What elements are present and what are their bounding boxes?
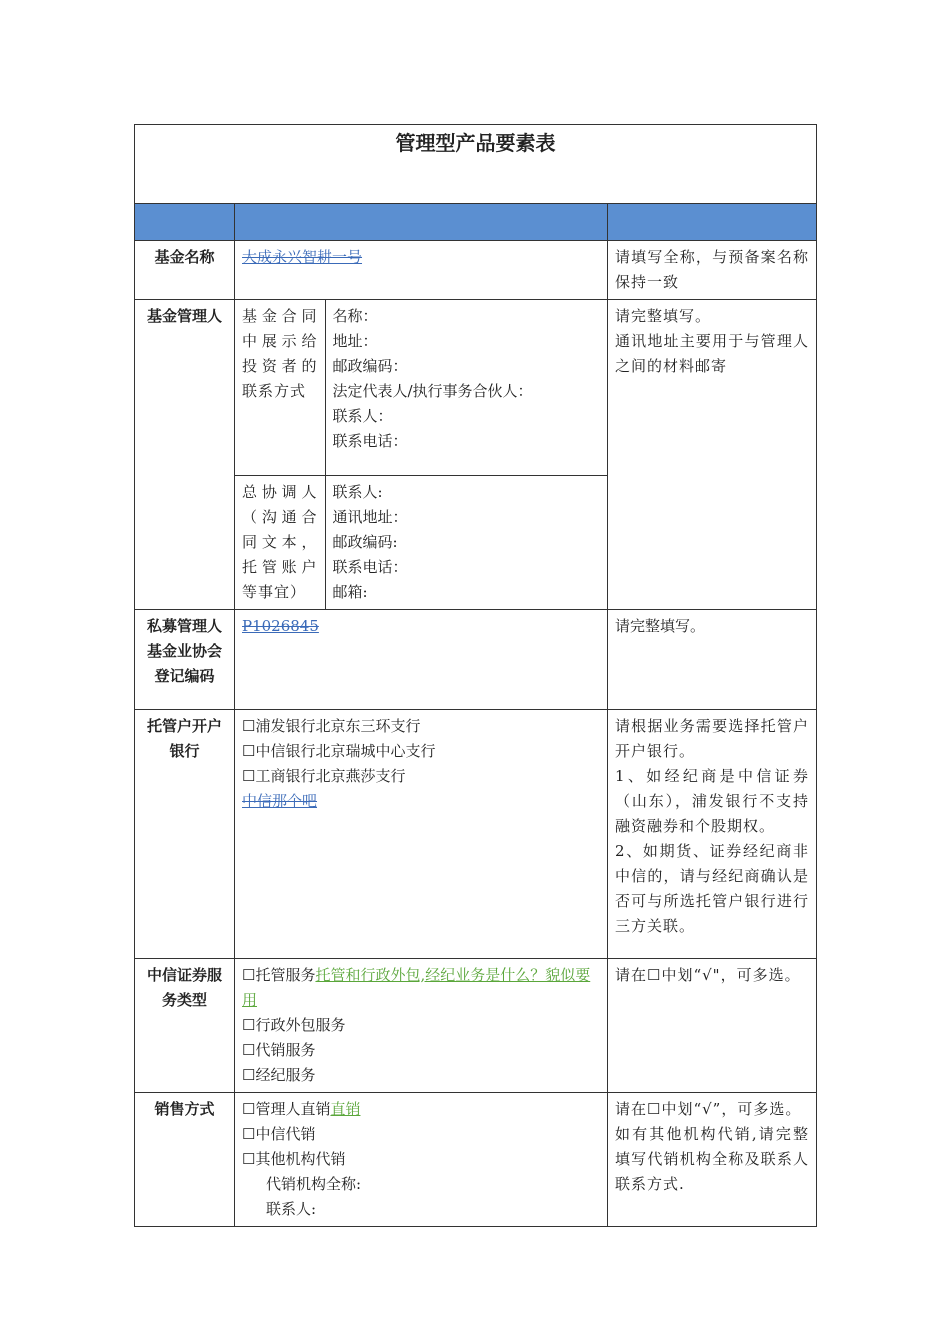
header-cell — [135, 204, 235, 241]
checkbox-option[interactable]: ☐浦发银行北京东三环支行 — [242, 716, 421, 735]
field-line[interactable]: 通讯地址： — [332, 507, 408, 526]
field-line[interactable]: 邮箱: — [332, 582, 368, 601]
coordinator-fields[interactable] — [325, 475, 607, 609]
note-line: 请根据业务需要选择托管户开户银行。 — [615, 716, 810, 760]
checkbox-option[interactable]: ☐工商银行北京燕莎支行 — [242, 766, 406, 785]
note-cell: 请完整填写。 — [608, 609, 817, 709]
note-cell: 请填写全称，与预备案名称保持一致 — [608, 241, 817, 300]
contact-fields[interactable] — [325, 300, 607, 475]
row-registration — [135, 609, 817, 709]
field-line[interactable]: 名称： — [332, 307, 378, 325]
row-label: 中信证券服务类型 — [135, 958, 235, 1092]
note-line: 通讯地址主要用于与管理人之间的材料邮寄 — [615, 332, 810, 375]
row-sales-method — [135, 1092, 817, 1226]
checkbox-option[interactable]: ☐行政外包服务 — [242, 1015, 346, 1034]
header-band — [135, 204, 817, 241]
row-label: 私募管理人基金业协会登记编码 — [135, 609, 235, 709]
coordinator-label: 总协调人（沟通合同文本，托管账户等事宜） — [235, 475, 325, 609]
field-line[interactable]: 联系人: — [332, 482, 383, 501]
checkbox-option[interactable]: ☐其他机构代销 — [242, 1149, 346, 1168]
field-line[interactable]: 联系人： — [332, 407, 393, 425]
row-label: 基金名称 — [135, 241, 235, 300]
checkbox-option[interactable]: ☐代销服务 — [242, 1040, 316, 1059]
table-title: 管理型产品要素表 — [135, 125, 817, 204]
field-line[interactable]: 联系电话： — [332, 557, 408, 576]
field-line[interactable]: 联系人: — [266, 1199, 317, 1218]
row-manager — [135, 300, 817, 610]
note-line: 如有其他机构代销,请完整填写代销机构全称及联系人联系方式. — [615, 1124, 810, 1193]
manager-inner-table — [235, 300, 607, 609]
note-line: 1、如经纪商是中信证券（山东），浦发银行不支持融资融券和个股期权。 — [615, 766, 810, 835]
header-cell — [235, 204, 608, 241]
checkbox-option[interactable]: ☐中信银行北京瑞城中心支行 — [242, 741, 436, 760]
checkbox-option[interactable]: ☐托管服务 — [242, 965, 316, 984]
row-label: 基金管理人 — [135, 300, 235, 610]
product-elements-table — [134, 124, 817, 1227]
manager-details-cell — [235, 300, 608, 610]
options-cell — [235, 1092, 608, 1226]
note-line: 2、如期货、证券经纪商非中信的，请与经纪商确认是否可与所选托管户银行进行三方关联。 — [615, 841, 810, 935]
field-line[interactable]: 联系电话： — [332, 432, 408, 450]
field-line[interactable]: 邮政编码： — [332, 357, 408, 375]
header-cell — [608, 204, 817, 241]
elements-table-document — [134, 124, 816, 1227]
value-cell[interactable] — [235, 241, 608, 300]
checkbox-option[interactable]: ☐管理人直销 — [242, 1099, 331, 1118]
contact-label: 基金合同中展示给投资者的联系方式 — [235, 300, 325, 475]
field-line[interactable]: 法定代表人/执行事务合伙人： — [332, 382, 533, 400]
field-line[interactable]: 邮政编码: — [332, 532, 398, 551]
struck-comment: 中信那个吧 — [242, 791, 318, 810]
note-line: 请完整填写。 — [615, 307, 712, 325]
value-cell[interactable] — [235, 609, 608, 709]
options-cell — [235, 709, 608, 958]
checkbox-option[interactable]: ☐中信代销 — [242, 1124, 316, 1143]
row-fund-name — [135, 241, 817, 300]
options-cell — [235, 958, 608, 1092]
inserted-text: 直销 — [330, 1099, 361, 1118]
field-line[interactable]: 代销机构全称: — [266, 1174, 362, 1193]
struck-value[interactable]: P1026845 — [242, 616, 319, 635]
note-cell — [608, 709, 817, 958]
inserted-comment: 托管和行政外包,经纪业务是什么？貌似要用 — [242, 965, 591, 1009]
struck-value[interactable]: 大成永兴智耕一号 — [242, 248, 363, 266]
note-cell: 请在☐中划“√"，可多选。 — [608, 958, 817, 1092]
row-label: 销售方式 — [135, 1092, 235, 1226]
note-line: 请在☐中划“√”，可多选。 — [615, 1099, 802, 1118]
note-cell — [608, 300, 817, 610]
field-line[interactable]: 地址： — [332, 332, 378, 350]
checkbox-option[interactable]: ☐经纪服务 — [242, 1065, 316, 1084]
row-service-type — [135, 958, 817, 1092]
row-label: 托管户开户银行 — [135, 709, 235, 958]
note-cell — [608, 1092, 817, 1226]
row-custody-bank — [135, 709, 817, 958]
